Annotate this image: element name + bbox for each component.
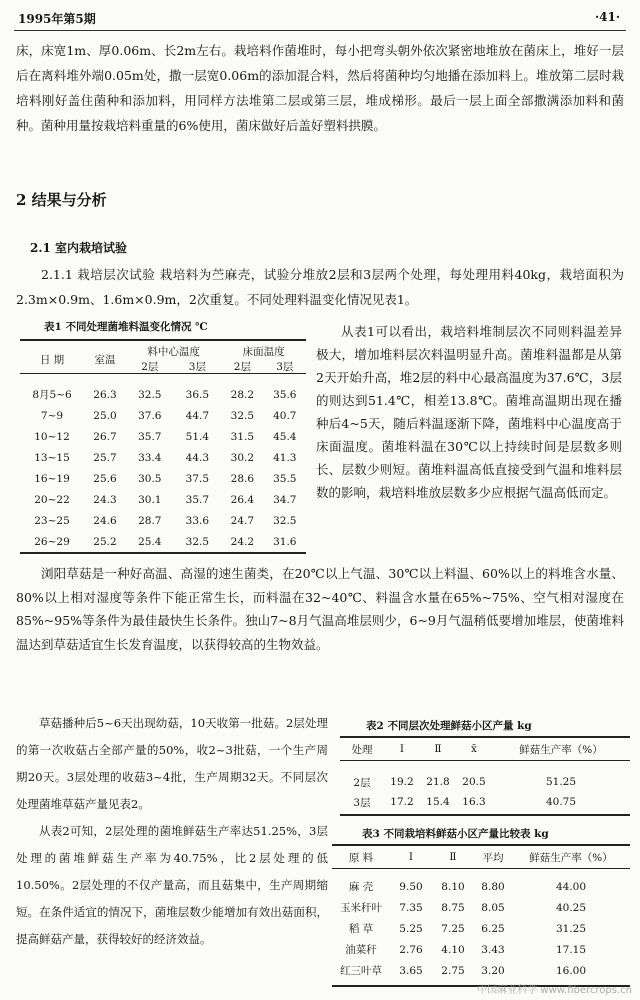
table3-caption: 表3 不同栽培料鲜菇小区产量比较表 kg <box>362 828 549 840</box>
table-row <box>332 960 630 981</box>
cell: 6.25 <box>481 922 505 935</box>
table1-header-center: 料中心温度 <box>147 346 200 358</box>
cell: 7.35 <box>399 901 423 914</box>
table-row <box>332 939 630 960</box>
cell: 红三叶草 <box>340 965 382 977</box>
cell: 5.25 <box>399 922 423 935</box>
table2-header-rule <box>340 760 630 761</box>
cell: 34.7 <box>273 493 297 506</box>
cell: 26.3 <box>93 388 117 401</box>
cell: 8.05 <box>481 901 505 914</box>
cell: 3.43 <box>481 943 505 956</box>
cell: 7~9 <box>40 409 64 422</box>
cell: 44.3 <box>185 451 210 464</box>
cell: 16.3 <box>462 796 486 808</box>
table1-header-room: 室温 <box>94 353 116 366</box>
cell: 23~25 <box>34 514 70 527</box>
table2-bottom-rule <box>340 814 630 816</box>
cell: 19.2 <box>390 776 414 788</box>
cell: 32.5 <box>185 535 210 548</box>
table1-header-s3: 3层 <box>276 361 294 373</box>
table3-header-row <box>332 846 630 868</box>
table-row <box>20 468 306 489</box>
cell: 16~19 <box>34 472 70 485</box>
journal-issue: 1995年第5期 <box>18 12 96 26</box>
table3-header-cell: 平均 <box>482 851 504 864</box>
cell: 2.76 <box>399 943 423 956</box>
section-title: 2 结果与分析 <box>16 191 107 209</box>
cell: 13~15 <box>34 451 70 464</box>
cell: 8.10 <box>441 880 465 893</box>
cell: 26.7 <box>93 430 117 443</box>
watermark: 中国麻业科学 www.fibercrops.cn <box>477 985 632 996</box>
table-row <box>332 918 630 939</box>
table3-header-cell: Ⅱ <box>449 851 457 863</box>
cell: 36.5 <box>185 388 210 401</box>
table1-bottom-rule <box>20 552 306 554</box>
table3-header-cell: 原 料 <box>348 851 374 864</box>
table-row <box>20 405 306 426</box>
cell: 35.5 <box>273 472 297 485</box>
cell: 2.75 <box>441 964 465 977</box>
table-row <box>20 426 306 447</box>
cell: 40.7 <box>273 409 297 422</box>
table1-header-c3: 3层 <box>188 361 206 373</box>
cell: 51.4 <box>185 430 210 443</box>
liuyang-paragraph: 浏阳草菇是一种好高温、高湿的速生菌类，在20℃以上气温、30℃以上料温、60%以上的料堆含水量、80%以上相对湿度等条件下能正常生长，而料温在32~40℃、料温含水量在65%~75%、空气相对湿度在85%~95%等条件为最佳最快生长条件。独山7~8月气温高堆层则少，6~9月气温稍低要增加堆层，使菌堆料温达到草菇适宜生长发育温度，以获得较高的生物效益。 <box>16 566 624 652</box>
cell: 45.4 <box>273 430 297 443</box>
table-row <box>340 772 630 792</box>
cell: 3.65 <box>399 964 423 977</box>
cell: 35.7 <box>185 493 210 506</box>
cell: 24.2 <box>230 535 255 548</box>
cell: 33.4 <box>138 451 162 464</box>
table-row <box>332 876 630 897</box>
table-row <box>20 510 306 531</box>
cell: 10~12 <box>34 430 70 443</box>
cell: 37.5 <box>185 472 210 485</box>
table-row <box>20 531 306 552</box>
cell: 35.6 <box>273 388 297 401</box>
cell: 31.25 <box>555 922 587 935</box>
cell: 33.6 <box>185 514 210 527</box>
cell: 17.2 <box>390 796 414 808</box>
cell: 稻 草 <box>348 923 374 935</box>
cell: 20.5 <box>462 776 486 788</box>
page-number: ·41· <box>594 10 620 24</box>
cell: 21.8 <box>426 776 450 788</box>
cell: 24.3 <box>93 493 117 506</box>
table1-header-row <box>20 344 306 359</box>
table1-header-surface: 床面温度 <box>242 346 285 358</box>
paragraph-2-1-1: 2.1.1 栽培层次试验 栽培料为苎麻壳，试验分堆放2层和3层两个处理，每处理用料40kg，栽培面积为2.3m×0.9m、1.6m×0.9m，2次重复。不同处理料温变化情况见表1。 <box>16 267 624 307</box>
cell: 玉米秆叶 <box>340 902 382 914</box>
table2-header-cell: x̄ <box>471 743 477 755</box>
cell: 28.7 <box>138 514 162 527</box>
table1-header-rule <box>20 373 306 374</box>
cell: 30.2 <box>230 451 255 464</box>
cell: 25.7 <box>93 451 117 464</box>
cell: 41.3 <box>273 451 297 464</box>
cell: 26~29 <box>34 535 70 548</box>
table1-caption: 表1 不同处理菌堆料温变化情况 ℃ <box>44 321 208 333</box>
table3-header-rule <box>332 868 630 869</box>
cell: 26.4 <box>230 493 255 506</box>
table1-header-c2: 2层 <box>141 361 159 373</box>
cell: 30.1 <box>138 493 162 506</box>
cell: 3.20 <box>481 964 505 977</box>
cell: 8.75 <box>441 901 465 914</box>
subsection-title: 2.1 室内栽培试验 <box>30 241 128 255</box>
cell: 24.7 <box>230 514 255 527</box>
cell: 32.5 <box>273 514 297 527</box>
table3-header-cell: 鲜菇生产率（%） <box>529 851 613 864</box>
cell: 30.5 <box>138 472 162 485</box>
cell: 31.5 <box>230 430 255 443</box>
table2-header-cell: Ⅱ <box>434 743 442 755</box>
cell: 8月5~6 <box>32 389 72 401</box>
page-header <box>0 0 640 30</box>
table1-discussion: 从表1可以看出，栽培料堆制层次不同则料温差异极大，增加堆料层次料温明显升高。菌堆料温都是从第2天开始升高，堆2层的料中心最高温度为37.6℃，3层的则达到51.4℃，相差13.8℃。菌堆高温期出现在播种后4~5天，随后料温逐渐下降，菌堆料中心温度高于床面温度。菌堆料温在30℃以上持续时间是层数多则长、层数少则短。菌堆料温高低直接受到气温和堆料层数的影响，栽培料堆放层数多少应根据气温高低而定。 <box>316 324 622 500</box>
cell: 32.5 <box>230 409 255 422</box>
cell: 51.25 <box>545 776 577 788</box>
table2-header-cell: 处理 <box>351 743 373 756</box>
cell: 32.5 <box>138 388 162 401</box>
table-row <box>20 447 306 468</box>
cell: 15.4 <box>426 796 450 808</box>
cell: 44.00 <box>555 880 587 893</box>
cell: 17.15 <box>555 943 587 956</box>
table3-header-cell: Ⅰ <box>408 851 414 863</box>
table2-header-cell: Ⅰ <box>399 743 405 755</box>
cell: 31.6 <box>273 535 297 548</box>
table2-header-cell: 鲜菇生产率（%） <box>519 743 603 756</box>
cell: 麻 壳 <box>348 881 374 893</box>
cell: 25.0 <box>93 409 117 422</box>
table1 <box>20 344 306 552</box>
cell: 25.2 <box>93 535 117 548</box>
harvest-paragraph: 草菇播种后5~6天出现幼菇，10天收第一批菇。2层处理的第一次收菇占全部产量的50%，收2~3批菇，一个生产周期20天。3层处理的收菇3~4批，生产周期32天。不同层次处理菌堆草菇产量见表2。 <box>16 716 328 811</box>
table-row <box>20 384 306 405</box>
cell: 油菜秆 <box>345 944 377 956</box>
cell: 44.7 <box>185 409 210 422</box>
table1-header-date: 日 期 <box>39 353 65 366</box>
table-row <box>340 792 630 812</box>
cell: 2层 <box>353 776 371 789</box>
cell: 37.6 <box>138 409 162 422</box>
cell: 16.00 <box>555 964 587 977</box>
cell: 8.80 <box>481 880 505 893</box>
cell: 24.6 <box>93 514 117 527</box>
cell: 25.6 <box>93 472 117 485</box>
cell: 35.7 <box>138 430 162 443</box>
table2 <box>340 738 630 812</box>
table1-top-rule <box>20 339 306 341</box>
cell: 28.2 <box>230 388 255 401</box>
cell: 40.25 <box>555 901 587 914</box>
cell: 28.6 <box>230 472 255 485</box>
table-row <box>20 489 306 510</box>
header-rule <box>14 30 626 31</box>
cell: 3层 <box>353 796 371 809</box>
table3 <box>332 846 630 981</box>
cell: 40.75 <box>545 796 577 808</box>
cell: 25.4 <box>138 535 162 548</box>
cell: 20~22 <box>34 493 70 506</box>
table1-header-s2: 2层 <box>233 361 251 373</box>
cell: 4.10 <box>441 943 465 956</box>
table2-discussion: 从表2可知，2层处理的菌堆鲜菇生产率达51.25%，3层处理的菌堆鲜菇生产率为40.75%，比2层处理的低10.50%。2层处理的不仅产量高，而且菇集中，生产周期缩短。在条件适宜的情况下，菌堆层数少能增加有效出菇面积，提高鲜菇产量，获得较好的经济效益。 <box>16 824 328 946</box>
table-row <box>332 897 630 918</box>
intro-paragraph: 床，床宽1m、厚0.06m、长2m左右。栽培料作菌堆时，每小把弯头朝外依次紧密地堆放在菌床上，堆好一层后在离料堆外端0.05m处，撒一层宽0.06m的添加混合料，然后将菌种均匀地播在添加料上。堆放第二层时栽培料刚好盖住菌种和添加料，用同样方法堆第二层或第三层，堆成梯形。最后一层上面全部撒满添加料和菌种。菌种用量按栽培料重量的6%使用，菌床做好后盖好塑料拱膜。 <box>16 43 624 133</box>
table2-caption: 表2 不同层次处理鲜菇小区产量 kg <box>366 720 532 732</box>
cell: 7.25 <box>441 922 465 935</box>
table2-header-row <box>340 738 630 760</box>
cell: 9.50 <box>399 880 423 893</box>
